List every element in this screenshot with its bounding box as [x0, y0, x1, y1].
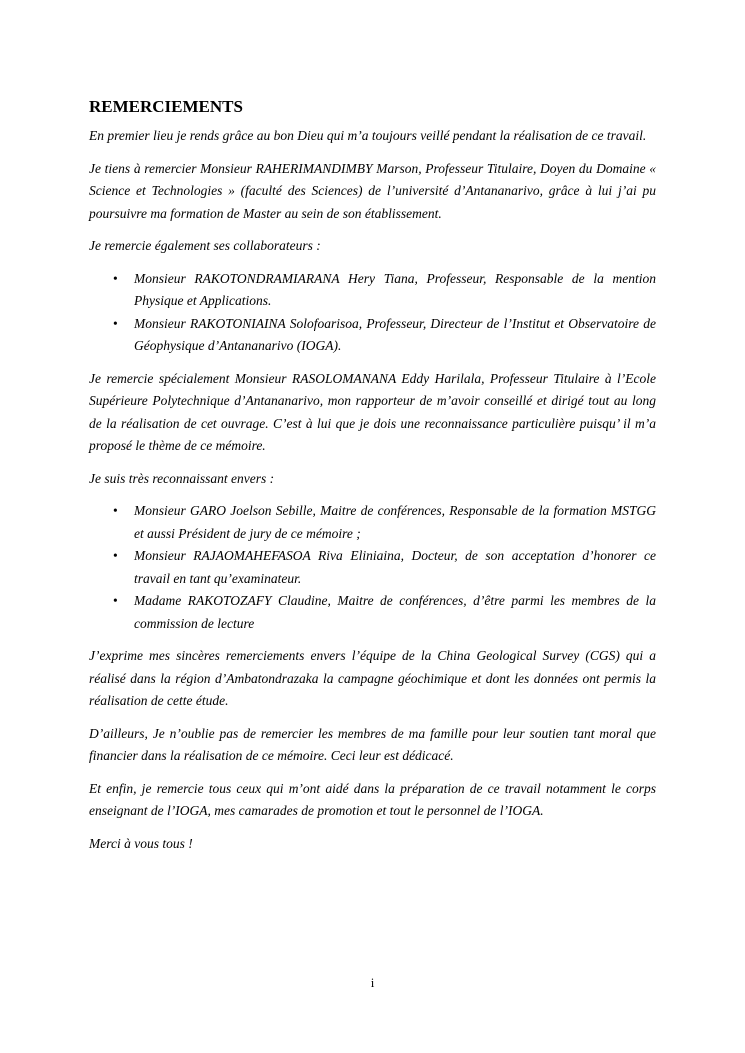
bullet-icon: • — [113, 593, 118, 608]
list-item-text: Monsieur RAJAOMAHEFASOA Riva Eliniaina, Docteur, de son acceptation d’honorer ce travail en tant qu’examinateur. — [134, 548, 656, 586]
paragraph-cgs: J’exprime mes sincères remerciements envers l’équipe de la China Geological Survey (CGS) qui a réalisé dans la région d’Ambatondrazaka la campagne géochimique et dont les données ont permis la réalisation de cette étude. — [89, 648, 656, 708]
paragraph-dieu: En premier lieu je rends grâce au bon Dieu qui m’a toujours veillé pendant la réalisation de ce travail. — [89, 128, 647, 143]
document-page — [89, 96, 656, 865]
list-item-text: Monsieur GARO Joelson Sebille, Maitre de conférences, Responsable de la formation MSTGG et aussi Président de jury de ce mémoire ; — [134, 503, 656, 541]
bullet-icon: • — [113, 315, 118, 331]
list-item-text: Monsieur RAKOTONIAINA Solofoarisoa, Professeur, Directeur de l’Institut et Observatoire de Géophysique d’Antananarivo (IOGA). — [134, 315, 656, 353]
list-item — [89, 590, 656, 635]
paragraph-rapporteur: Je remercie spécialement Monsieur RASOLOMANANA Eddy Harilala, Professeur Titulaire à l’Ecole Supérieure Polytechnique d’Antananarivo, mon rapporteur de m’avoir conseillé et dirigé tout au long de la réalisation de cet ouvrage. C’est à lui que je dois une reconnaissance particulière puisqu’ il m’a proposé le thème de ce mémoire. — [89, 370, 656, 453]
list-item — [89, 313, 656, 358]
bullet-icon: • — [113, 503, 118, 518]
bullet-icon: • — [113, 548, 118, 563]
paragraph-reconnaissant: Je suis très reconnaissant envers : — [89, 470, 275, 486]
paragraph-famille: D’ailleurs, Je n’oublie pas de remercier les membres de ma famille pour leur soutien tant moral que financier dans la réalisation de ce mémoire. Ceci leur est dédicacé. — [89, 725, 656, 763]
page-title: REMERCIEMENTS — [89, 97, 243, 116]
page-number: i — [370, 975, 375, 990]
jury-list — [89, 500, 656, 635]
list-item — [89, 268, 656, 313]
paragraph-doyen: Je tiens à remercier Monsieur RAHERIMANDIMBY Marson, Professeur Titulaire, Doyen du Domaine « Science et Technologies » (faculté des Sciences) de l’université d’Antananarivo, grâce à lui j’ai pu poursuivre ma formation de Master au sein de son établissement. — [89, 160, 656, 221]
paragraph-merci: Merci à vous tous ! — [89, 835, 193, 851]
paragraph-enfin: Et enfin, je remercie tous ceux qui m’ont aidé dans la préparation de ce travail notamment le corps enseignant de l’IOGA, mes camarades de promotion et tout le personnel de l’IOGA. — [89, 780, 656, 818]
paragraph-collaborateurs: Je remercie également ses collaborateurs : — [89, 238, 321, 253]
collaborators-list — [89, 268, 656, 358]
list-item-text: Monsieur RAKOTONDRAMIARANA Hery Tiana, Professeur, Responsable de la mention Physique et Applications. — [134, 270, 656, 308]
bullet-icon: • — [113, 270, 118, 286]
list-item — [89, 545, 656, 590]
list-item — [89, 500, 656, 545]
list-item-text: Madame RAKOTOZAFY Claudine, Maitre de conférences, d’être parmi les membres de la commission de lecture — [134, 593, 656, 631]
